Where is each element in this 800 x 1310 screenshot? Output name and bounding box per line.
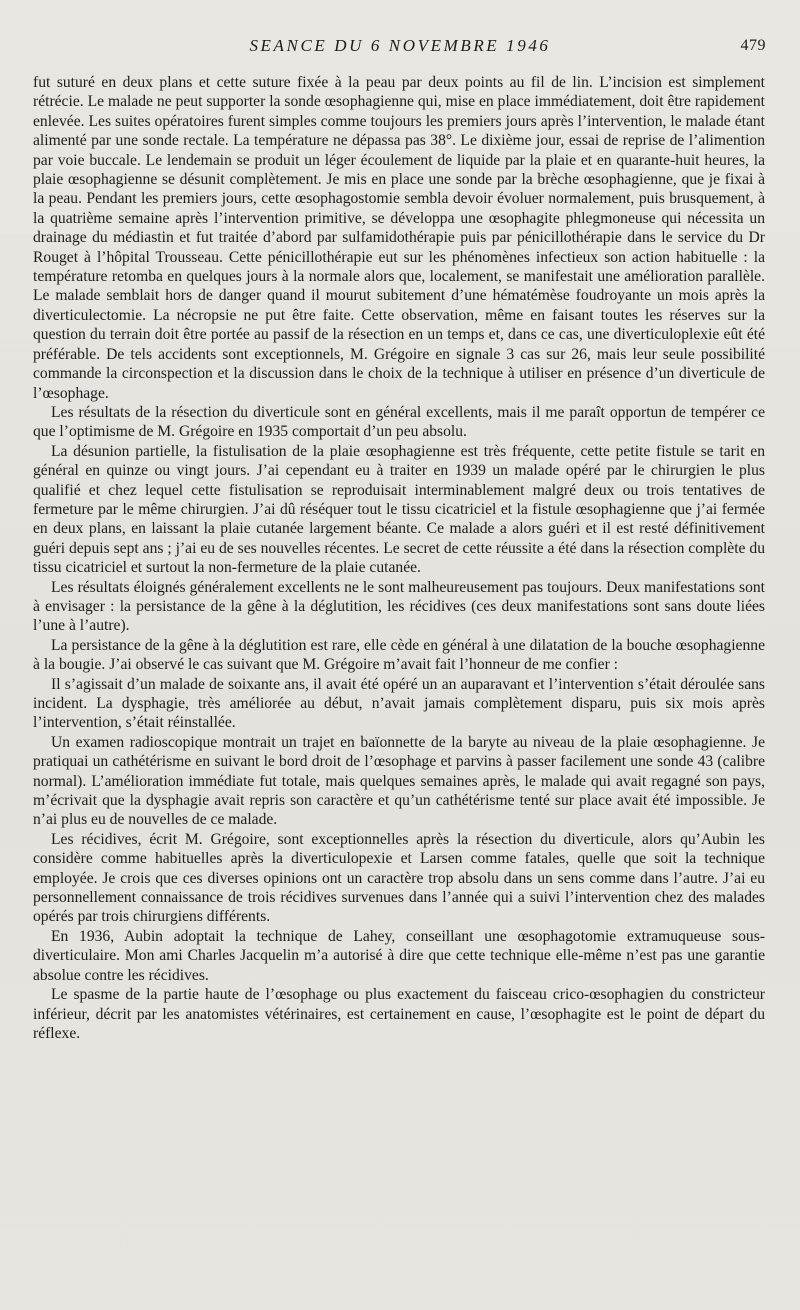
paragraph: En 1936, Aubin adoptait la technique de Lahey, conseillant une œsophagotomie extramuqueuse sous-diverticulaire. Mon ami Charles Jacquelin m’a autorisé à dire que cette technique elle-même n’est pas une garantie absolue contre les récidives.	[33, 927, 765, 984]
page-header	[0, 36, 800, 60]
body-text	[33, 73, 765, 1043]
paragraph: La désunion partielle, la fistulisation de la plaie œsophagienne est très fréquente, cette petite fistule se tarit en général en quinze ou vingt jours. J’ai cependant eu à traiter en 1939 un malade opéré par le chirurgien le plus qualifié et chez lequel cette fistulisation se reproduisait interminablement malgré deux ou trois tentatives de fermeture par le même chirurgien. J’ai dû réséquer tout le tissu cicatriciel et la fistule œsophagienne que j’ai fermée en deux plans, en laissant la plaie cutanée largement béante. Ce malade a alors guéri et il est resté définitivement guéri depuis sept ans ; j’ai eu de ses nouvelles récentes. Le secret de cette réussite a été dans la résection complète du tissu cicatriciel et surtout la non-fermeture de la plaie cutanée.	[33, 442, 765, 577]
paragraph: Les récidives, écrit M. Grégoire, sont exceptionnelles après la résection du diverticule, alors qu’Aubin les considère comme habituelles après la diverticulopexie et Larsen comme fatales, quelle que soit la technique employée. Je crois que ces diverses opinions ont un caractère trop absolu dans un sens comme dans l’autre. J’ai eu personnellement connaissance de trois récidives survenues dans l’année qui a suivi l’intervention chez des malades opérés par trois chirurgiens différents.	[33, 830, 765, 926]
running-title: SEANCE DU 6 NOVEMBRE 1946	[249, 36, 551, 55]
paragraph: Un examen radioscopique montrait un trajet en baïonnette de la baryte au niveau de la plaie œsophagienne. Je pratiquai un cathétérisme en suivant le bord droit de l’œsophage et parvins à passer facilement une sonde 43 (calibre normal). L’amélioration immédiate fut totale, mais quelques semaines après, le malade qui avait regagné son pays, m’écrivait que la dysphagie avait repris son caractère et qu’un cathétérisme tenté sur place avait été impossible. Je n’ai plus eu de nouvelles de ce malade.	[33, 733, 765, 829]
paragraph: La persistance de la gêne à la déglutition est rare, elle cède en général à une dilatation de la bouche œsophagienne à la bougie. J’ai observé le cas suivant que M. Grégoire m’avait fait l’honneur de me confier :	[33, 636, 765, 674]
paragraph: fut suturé en deux plans et cette suture fixée à la peau par deux points au fil de lin. L’incision est simplement rétrécie. Le malade ne peut supporter la sonde œsophagienne qui, mise en place immédiatement, doit être rapidement enlevée. Les suites opératoires furent simples comme toujours les premiers jours après l’intervention, le malade étant alimenté par une sonde rectale. La température ne dépassa pas 38°. Le dixième jour, essai de reprise de l’alimention par voie buccale. Le lendemain se produit un léger écoulement de liquide par la plaie et en quarante-huit heures, la plaie œsophagienne se désunit complètement. Je mis en place une sonde par la brèche œsophagienne, que je fixai à la peau. Pendant les premiers jours, cette œsophagostomie sembla devoir évoluer normalement, puis brusquement, à la quatrième semaine après l’intervention primitive, se développa une œsophagite phlegmoneuse qui nécessita un drainage du médiastin et fut traitée d’abord par sulfamidothérapie puis par pénicillothérapie dans le service du Dr Rouget à l’hôpital Trousseau. Cette pénicillothérapie eut sur les phénomènes infectieux son action habituelle : la température retomba en quelques jours à la normale alors que, localement, se manifestait une amélioration parallèle. Le malade semblait hors de danger quand il mourut subitement d’une hématémèse foudroyante un mois après la diverticulectomie. La nécropsie ne put être faite. Cette observation, même en faisant toutes les réserves sur la question du terrain doit être portée au passif de la résection en un temps et, dans ce cas, une diverticuloplexie eût été préférable. De tels accidents sont exceptionnels, M. Grégoire en signale 3 cas sur 26, mais leur seule possibilité commande la circonspection et la discussion dans le choix de la technique à utiliser en présence d’un diverticule de l’œsophage.	[33, 74, 765, 402]
paragraph: Il s’agissait d’un malade de soixante ans, il avait été opéré un an auparavant et l’intervention s’était déroulée sans incident. La dysphagie, très améliorée au début, n’avait jamais complètement disparu, puis six mois après l’intervention, s’était réinstallée.	[33, 675, 765, 732]
paragraph: Le spasme de la partie haute de l’œsophage ou plus exactement du faisceau crico-œsophagien du constricteur inférieur, décrit par les anatomistes vétérinaires, est certainement en cause, l’œsophagite est le point de départ du réflexe.	[33, 986, 765, 1042]
page-number: 479	[740, 37, 766, 54]
paragraph: Les résultats de la résection du diverticule sont en général excellents, mais il me paraît opportun de tempérer ce que l’optimisme de M. Grégoire en 1935 comportait d’un peu absolu.	[33, 403, 765, 441]
paragraph: Les résultats éloignés généralement excellents ne le sont malheureusement pas toujours. Deux manifestations sont à envisager : la persistance de la gêne à la déglutition, les récidives (ces deux manifestations sont sans doute liées l’une à l’autre).	[33, 578, 765, 635]
